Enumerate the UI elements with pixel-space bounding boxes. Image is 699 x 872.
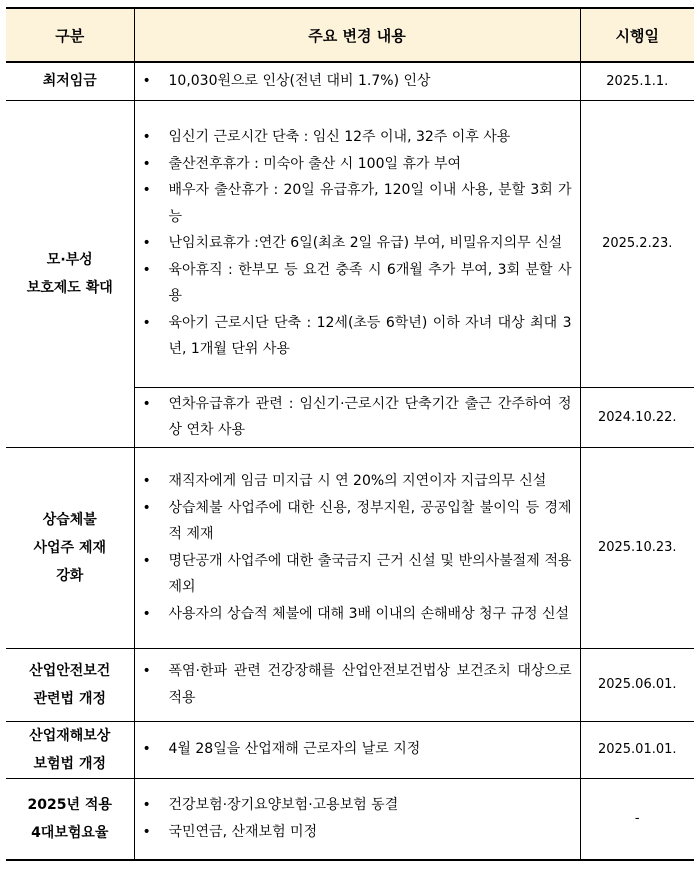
- category-label: 최저임금: [42, 73, 97, 90]
- table-row: [6, 62, 694, 100]
- row-category: [6, 447, 134, 648]
- item-text: 10,030원으로 인상(전년 대비 1.7%) 인상: [168, 73, 431, 89]
- item-list: [141, 124, 572, 363]
- item-text: 재직자에게 임금 미지급 시 연 20%의 지연이자 지급의무 신설: [168, 473, 547, 489]
- item-text: 사용자의 상습적 체불에 대해 3배 이내의 손해배상 청구 규정 신설: [168, 605, 570, 622]
- list-item: [141, 310, 572, 363]
- row-category: [6, 100, 134, 447]
- table-row: [6, 721, 694, 778]
- item-list: [141, 736, 572, 763]
- bullet-icon: •: [142, 473, 151, 489]
- bullet-icon: •: [142, 129, 151, 146]
- bullet-icon: •: [142, 155, 151, 172]
- item-list: [141, 658, 572, 711]
- bullet-icon: •: [142, 823, 151, 840]
- category-label: 산업재해보상 보험법 개정: [29, 727, 111, 772]
- item-text: 연차유급휴가 관련 : 임신기·근로시간 단축기간 출근 간주하여 정상 연차 사용: [168, 395, 572, 438]
- row-content: [134, 648, 580, 721]
- list-item: [141, 230, 572, 257]
- category-label: 모·부성 보호제도 확대: [26, 251, 113, 296]
- row-date: 2024.10.22.: [580, 387, 694, 447]
- table-row: [6, 648, 694, 721]
- bullet-icon: •: [142, 314, 151, 331]
- list-item: [141, 601, 572, 628]
- list-item: [141, 548, 572, 601]
- item-list: [141, 68, 572, 95]
- item-text: 국민연금, 산재보험 미정: [168, 823, 318, 840]
- table-header-row: [6, 8, 694, 62]
- row-content: [134, 62, 580, 100]
- bullet-icon: •: [142, 182, 151, 199]
- row-date: 2025.2.23.: [580, 100, 694, 387]
- list-item: [141, 736, 572, 763]
- item-list: [141, 468, 572, 627]
- item-list: [141, 391, 572, 444]
- table-row: [6, 778, 694, 860]
- row-category: [6, 721, 134, 778]
- item-text: 건강보험·장기요양보험·고용보험 동결: [168, 797, 399, 814]
- item-text: 육아기 근로시단 단축 : 12세(초등 6학년) 이하 자녀 대상 최대 3년, 1개월 단위 사용: [168, 314, 572, 358]
- row-content: [134, 387, 580, 447]
- bullet-icon: •: [142, 741, 151, 758]
- list-item: [141, 495, 572, 548]
- item-text: 폭염·한파 관련 건강장해를 산업안전보건법상 보건조치 대상으로 적용: [168, 663, 572, 706]
- header-content: 주요 변경 내용: [134, 8, 580, 62]
- row-date: 2025.1.1.: [580, 62, 694, 100]
- list-item: [141, 257, 572, 310]
- list-item: [141, 658, 572, 711]
- item-list: [141, 792, 572, 845]
- list-item: [141, 468, 572, 495]
- row-content: [134, 778, 580, 860]
- item-text: 임신기 근로시간 단축 : 임신 12주 이내, 32주 이후 사용: [168, 129, 511, 146]
- bullet-icon: •: [142, 552, 151, 569]
- category-label: 산업안전보건 관련법 개정: [29, 662, 111, 707]
- row-category: [6, 778, 134, 860]
- row-date: 2025.06.01.: [580, 648, 694, 721]
- bullet-icon: •: [142, 235, 151, 252]
- header-category: 구분: [6, 8, 134, 62]
- item-text: 상습체불 사업주에 대한 신용, 정부지원, 공공입찰 불이익 등 경제적 제재: [168, 499, 572, 542]
- row-content: [134, 721, 580, 778]
- row-category: [6, 648, 134, 721]
- row-category: [6, 62, 134, 100]
- bullet-icon: •: [142, 395, 151, 412]
- policy-changes-table: [6, 7, 694, 861]
- row-date: -: [580, 778, 694, 860]
- bullet-icon: •: [142, 499, 151, 516]
- list-item: [141, 68, 572, 95]
- category-label: 2025년 적용 4대보험요율: [27, 796, 112, 841]
- item-text: 배우자 출산휴가 : 20일 유급휴가, 120일 이내 사용, 분할 3회 가능: [168, 182, 572, 225]
- bullet-icon: •: [142, 73, 151, 89]
- row-date: 2025.01.01.: [580, 721, 694, 778]
- item-text: 난임치료휴가 :연간 6일(최초 2일 유급) 부여, 비밀유지의무 신설: [168, 235, 563, 252]
- row-date: 2025.10.23.: [580, 447, 694, 648]
- policy-changes-table-container: [6, 7, 694, 865]
- item-text: 명단공개 사업주에 대한 출국금지 근거 신설 및 반의사불절제 적용제외: [168, 552, 572, 595]
- bullet-icon: •: [142, 261, 151, 278]
- row-content: [134, 100, 580, 387]
- list-item: [141, 819, 572, 846]
- bullet-icon: •: [142, 663, 151, 679]
- list-item: [141, 177, 572, 230]
- table-row: [6, 100, 694, 387]
- list-item: [141, 792, 572, 819]
- table-row: [6, 447, 694, 648]
- item-text: 육아휴직 : 한부모 등 요건 충족 시 6개월 추가 부여, 3회 분할 사용: [168, 261, 572, 305]
- list-item: [141, 391, 572, 444]
- row-content: [134, 447, 580, 648]
- category-label: 상습체불 사업주 제재 강화: [33, 511, 106, 584]
- item-text: 4월 28일을 산업재해 근로자의 날로 지정: [168, 741, 421, 758]
- item-text: 출산전후휴가 : 미숙아 출산 시 100일 휴가 부여: [168, 155, 461, 172]
- bullet-icon: •: [142, 605, 151, 622]
- bullet-icon: •: [142, 797, 151, 814]
- header-date: 시행일: [580, 8, 694, 62]
- list-item: [141, 124, 572, 151]
- list-item: [141, 151, 572, 178]
